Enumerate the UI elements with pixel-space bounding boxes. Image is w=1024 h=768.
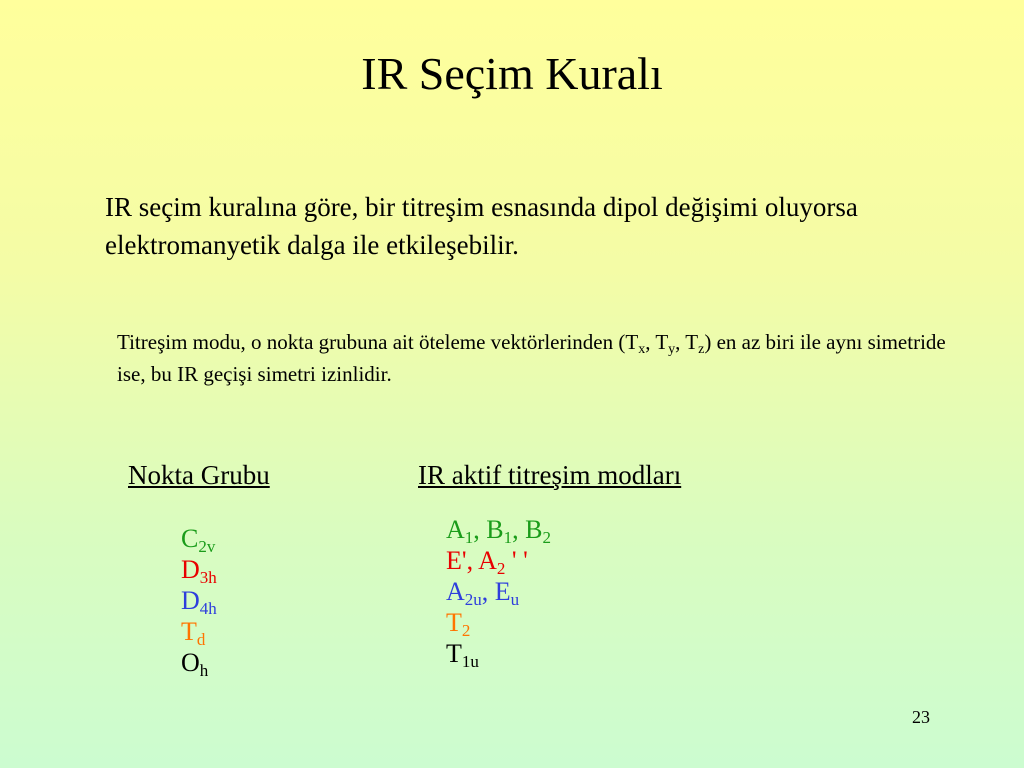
point-group-sub: 2v bbox=[198, 537, 216, 556]
modes-td bbox=[446, 607, 551, 638]
mode-text: T bbox=[446, 608, 462, 637]
point-group-td bbox=[181, 616, 217, 647]
point-group-c2v bbox=[181, 523, 217, 554]
mode-sub: 2 bbox=[461, 621, 471, 640]
ir-mode-list bbox=[446, 514, 551, 669]
mode-sub: 1u bbox=[461, 652, 479, 671]
para2-sub-y: y bbox=[668, 342, 676, 357]
mode-text: E', A bbox=[446, 546, 497, 575]
point-group-sub: d bbox=[196, 630, 206, 649]
point-group-d3h bbox=[181, 554, 217, 585]
mode-text: A bbox=[446, 515, 465, 544]
point-group-base: D bbox=[181, 586, 200, 615]
mode-sub: 1 bbox=[464, 528, 474, 547]
point-group-sub: 4h bbox=[199, 599, 217, 618]
slide-title: IR Seçim Kuralı bbox=[361, 48, 663, 99]
para2-sep1: , T bbox=[645, 330, 669, 354]
modes-d3h bbox=[446, 545, 551, 576]
point-group-base: D bbox=[181, 555, 200, 584]
header-point-group: Nokta Grubu bbox=[128, 460, 270, 490]
header-ir-active-modes: IR aktif titreşim modları bbox=[418, 460, 682, 490]
mode-sub: 1 bbox=[503, 528, 513, 547]
point-group-oh bbox=[181, 647, 217, 678]
para2-sub-z: z bbox=[698, 342, 705, 357]
modes-c2v bbox=[446, 514, 551, 545]
point-group-sub: 3h bbox=[199, 568, 217, 587]
point-group-sub: h bbox=[199, 661, 209, 680]
mode-text: , B bbox=[512, 515, 543, 544]
mode-sub: 2 bbox=[496, 559, 506, 578]
point-group-list bbox=[181, 523, 217, 678]
mode-text: , B bbox=[473, 515, 504, 544]
para2-sep2: , T bbox=[675, 330, 699, 354]
symmetry-paragraph bbox=[117, 326, 977, 390]
para2-sub-x: x bbox=[638, 342, 646, 357]
mode-sub: u bbox=[510, 590, 520, 609]
modes-d4h bbox=[446, 576, 551, 607]
point-group-base: T bbox=[181, 617, 197, 646]
mode-text: T bbox=[446, 639, 462, 668]
mode-text: A bbox=[446, 577, 465, 606]
para2-text-after: ) en az biri ile aynı simetride ise, bu IR geçişi simetri izinlidir. bbox=[117, 330, 946, 386]
point-group-base: C bbox=[181, 524, 199, 553]
mode-sub: 2u bbox=[464, 590, 482, 609]
para2-text-before: Titreşim modu, o nokta grubuna ait öteleme vektörlerinden (T bbox=[117, 330, 639, 354]
page-number: 23 bbox=[912, 707, 930, 727]
mode-text: , E bbox=[481, 577, 511, 606]
point-group-d4h bbox=[181, 585, 217, 616]
modes-oh bbox=[446, 638, 551, 669]
mode-sub: 2 bbox=[542, 528, 551, 547]
rule-paragraph: IR seçim kuralına göre, bir titreşim esnasında dipol değişimi oluyorsa elektromanyetik dalga ile etkileşebilir. bbox=[105, 192, 858, 260]
mode-text: ' ' bbox=[505, 546, 528, 575]
point-group-base: O bbox=[181, 648, 200, 677]
